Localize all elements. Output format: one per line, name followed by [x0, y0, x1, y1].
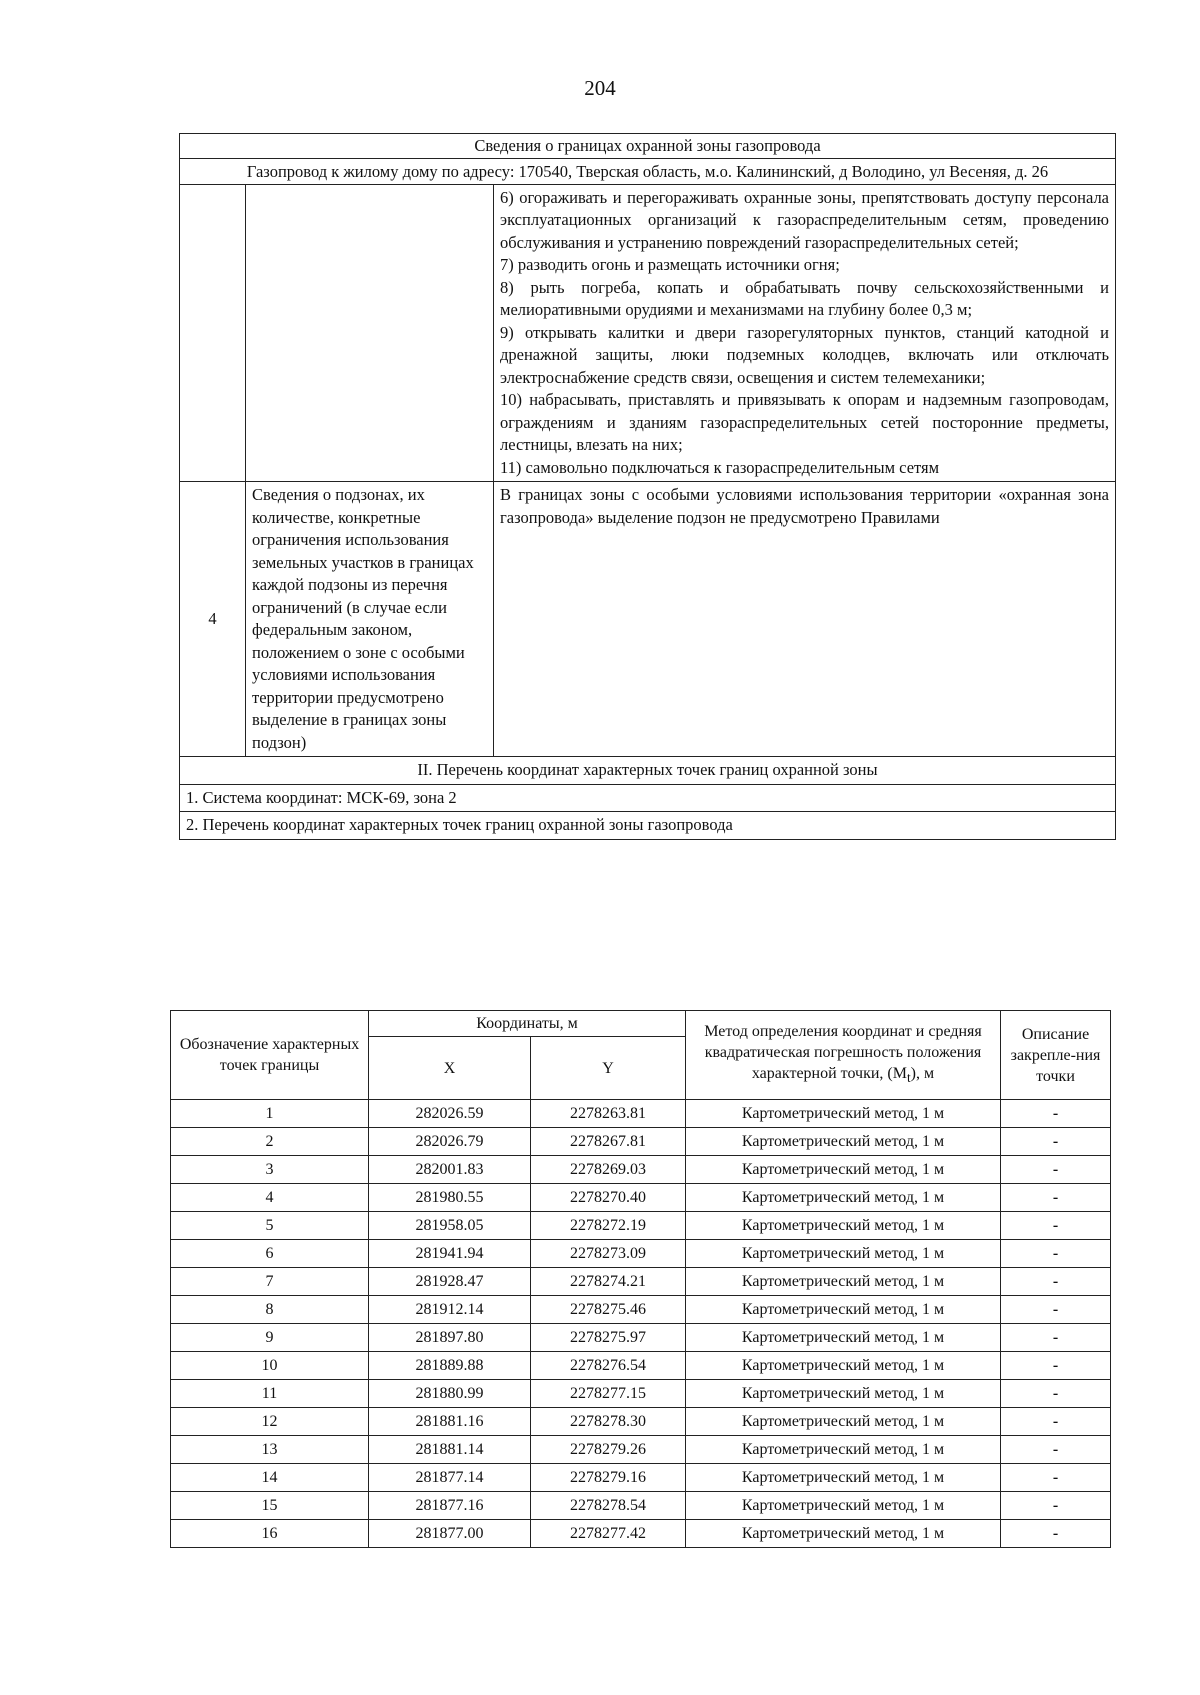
- y-value: 2278267.81: [531, 1128, 686, 1156]
- header-x: X: [369, 1037, 531, 1100]
- method-value: Картометрический метод, 1 м: [686, 1492, 1001, 1520]
- description-value: -: [1001, 1184, 1111, 1212]
- x-value: 281897.80: [369, 1324, 531, 1352]
- x-value: 281877.14: [369, 1464, 531, 1492]
- description-value: -: [1001, 1128, 1111, 1156]
- method-value: Картометрический метод, 1 м: [686, 1520, 1001, 1548]
- description-value: -: [1001, 1296, 1111, 1324]
- description-value: -: [1001, 1240, 1111, 1268]
- method-value: Картометрический метод, 1 м: [686, 1240, 1001, 1268]
- method-value: Картометрический метод, 1 м: [686, 1268, 1001, 1296]
- y-value: 2278279.26: [531, 1436, 686, 1464]
- method-value: Картометрический метод, 1 м: [686, 1324, 1001, 1352]
- description-value: -: [1001, 1156, 1111, 1184]
- point-number: 4: [171, 1184, 369, 1212]
- x-value: 281941.94: [369, 1240, 531, 1268]
- method-value: Картометрический метод, 1 м: [686, 1464, 1001, 1492]
- method-value: Картометрический метод, 1 м: [686, 1436, 1001, 1464]
- point-number: 7: [171, 1268, 369, 1296]
- header-coords: Координаты, м: [369, 1011, 686, 1037]
- table-row: [171, 1184, 1111, 1212]
- table-row: [171, 1464, 1111, 1492]
- restriction-item: 10) набрасывать, приставлять и привязывать к опорам и надземным газопроводам, ограждениям и зданиям газораспределительных сетей посторонние предметы, лестницы, влезать на них;: [500, 390, 1110, 454]
- table-row: [171, 1268, 1111, 1296]
- point-number: 16: [171, 1520, 369, 1548]
- table-row: [171, 1380, 1111, 1408]
- method-value: Картометрический метод, 1 м: [686, 1128, 1001, 1156]
- table-row: [171, 1296, 1111, 1324]
- point-number: 13: [171, 1436, 369, 1464]
- y-value: 2278277.42: [531, 1520, 686, 1548]
- row-number-empty: [180, 184, 246, 482]
- subzones-label: Сведения о подзонах, их количестве, конкретные ограничения использования земельных участков в границах каждой подзоны из перечня ограничений (в случае если федеральным законом, положением о зоне с особыми условиями использования территории предусмотрено выделение в границах зоны подзон): [246, 482, 494, 757]
- x-value: 281877.16: [369, 1492, 531, 1520]
- table-row: [171, 1352, 1111, 1380]
- point-number: 15: [171, 1492, 369, 1520]
- table-row: [171, 1128, 1111, 1156]
- x-value: 281912.14: [369, 1296, 531, 1324]
- section-title: Сведения о границах охранной зоны газопровода: [180, 134, 1116, 159]
- x-value: 281958.05: [369, 1212, 531, 1240]
- description-value: -: [1001, 1100, 1111, 1128]
- y-value: 2278278.30: [531, 1408, 686, 1436]
- restriction-item: 11) самовольно подключаться к газораспределительным сетям: [500, 457, 940, 477]
- method-value: Картометрический метод, 1 м: [686, 1296, 1001, 1324]
- row-number: 4: [180, 482, 246, 757]
- header-y: Y: [531, 1037, 686, 1100]
- description-value: -: [1001, 1212, 1111, 1240]
- description-value: -: [1001, 1520, 1111, 1548]
- y-value: 2278269.03: [531, 1156, 686, 1184]
- y-value: 2278276.54: [531, 1352, 686, 1380]
- point-number: 11: [171, 1380, 369, 1408]
- y-value: 2278263.81: [531, 1100, 686, 1128]
- description-value: -: [1001, 1324, 1111, 1352]
- x-value: 281877.00: [369, 1520, 531, 1548]
- method-value: Картометрический метод, 1 м: [686, 1184, 1001, 1212]
- restriction-item: 9) открывать калитки и двери газорегуляторных пунктов, станций катодной и дренажной защиты, люки подземных колодцев, включать или отключать электроснабжение средств связи, освещения и систем телемеханики;: [500, 322, 1110, 387]
- x-value: 281928.47: [369, 1268, 531, 1296]
- subzones-value: В границах зоны с особыми условиями использования территории «охранная зона газопровода» выделение подзон не предусмотрено Правилами: [494, 482, 1116, 757]
- y-value: 2278275.97: [531, 1324, 686, 1352]
- table-row: [171, 1212, 1111, 1240]
- header-method: Метод определения координат и средняя квадратическая погрешность положения характерной точки, $(M_t)$, м: [686, 1011, 1001, 1100]
- point-number: 14: [171, 1464, 369, 1492]
- description-value: -: [1001, 1464, 1111, 1492]
- method-value: Картометрический метод, 1 м: [686, 1212, 1001, 1240]
- y-value: 2278270.40: [531, 1184, 686, 1212]
- table-row: [171, 1492, 1111, 1520]
- description-value: -: [1001, 1436, 1111, 1464]
- restrictions-list: [494, 184, 1116, 482]
- coordinates-table: [170, 1010, 1111, 1548]
- table-row: [171, 1100, 1111, 1128]
- table-row: [171, 1436, 1111, 1464]
- description-value: -: [1001, 1380, 1111, 1408]
- point-number: 12: [171, 1408, 369, 1436]
- table-row: [171, 1240, 1111, 1268]
- x-value: 281880.99: [369, 1380, 531, 1408]
- page-number: 204: [584, 76, 616, 100]
- method-value: Картометрический метод, 1 м: [686, 1380, 1001, 1408]
- coord-list-title: 2. Перечень координат характерных точек границ охранной зоны газопровода: [180, 812, 1116, 840]
- point-number: 3: [171, 1156, 369, 1184]
- x-value: 282026.59: [369, 1100, 531, 1128]
- method-value: Картометрический метод, 1 м: [686, 1352, 1001, 1380]
- x-value: 281881.14: [369, 1436, 531, 1464]
- table-row: [171, 1520, 1111, 1548]
- method-value: Картометрический метод, 1 м: [686, 1100, 1001, 1128]
- x-value: 281889.88: [369, 1352, 531, 1380]
- point-number: 6: [171, 1240, 369, 1268]
- x-value: 282001.83: [369, 1156, 531, 1184]
- point-number: 1: [171, 1100, 369, 1128]
- method-value: Картометрический метод, 1 м: [686, 1408, 1001, 1436]
- x-value: 281980.55: [369, 1184, 531, 1212]
- section2-title: II. Перечень координат характерных точек границ охранной зоны: [180, 757, 1116, 785]
- restriction-item: 7) разводить огонь и размещать источники огня;: [500, 255, 840, 274]
- y-value: 2278273.09: [531, 1240, 686, 1268]
- point-number: 10: [171, 1352, 369, 1380]
- x-value: 282026.79: [369, 1128, 531, 1156]
- table-row: [171, 1408, 1111, 1436]
- y-value: 2278274.21: [531, 1268, 686, 1296]
- description-value: -: [1001, 1408, 1111, 1436]
- description-value: -: [1001, 1352, 1111, 1380]
- zone-info-table: [179, 133, 1116, 840]
- y-value: 2278278.54: [531, 1492, 686, 1520]
- table-row: [171, 1156, 1111, 1184]
- restriction-item: 6) огораживать и перегораживать охранные зоны, препятствовать доступу персонала эксплуатационных организаций к газораспределительным сетям, проведению обслуживания и устранению повреждений газораспределительных сетей;: [500, 187, 1110, 252]
- coord-system: 1. Система координат: МСК-69, зона 2: [180, 784, 1116, 812]
- y-value: 2278279.16: [531, 1464, 686, 1492]
- header-point: Обозначение характерных точек границы: [171, 1011, 369, 1100]
- y-value: 2278275.46: [531, 1296, 686, 1324]
- point-number: 5: [171, 1212, 369, 1240]
- point-number: 8: [171, 1296, 369, 1324]
- y-value: 2278272.19: [531, 1212, 686, 1240]
- description-value: -: [1001, 1492, 1111, 1520]
- pipeline-address: Газопровод к жилому дому по адресу: 170540, Тверская область, м.о. Калининский, д Володино, ул Весеняя, д. 26: [180, 158, 1116, 184]
- point-number: 9: [171, 1324, 369, 1352]
- point-number: 2: [171, 1128, 369, 1156]
- restriction-item: 8) рыть погреба, копать и обрабатывать почву сельскохозяйственными и мелиоративными орудиями и механизмами на глубину более 0,3 м;: [500, 277, 1110, 319]
- method-value: Картометрический метод, 1 м: [686, 1156, 1001, 1184]
- header-description: Описание закрепле-ния точки: [1001, 1011, 1111, 1100]
- table-row: [171, 1324, 1111, 1352]
- row-label-empty: [246, 184, 494, 482]
- x-value: 281881.16: [369, 1408, 531, 1436]
- y-value: 2278277.15: [531, 1380, 686, 1408]
- description-value: -: [1001, 1268, 1111, 1296]
